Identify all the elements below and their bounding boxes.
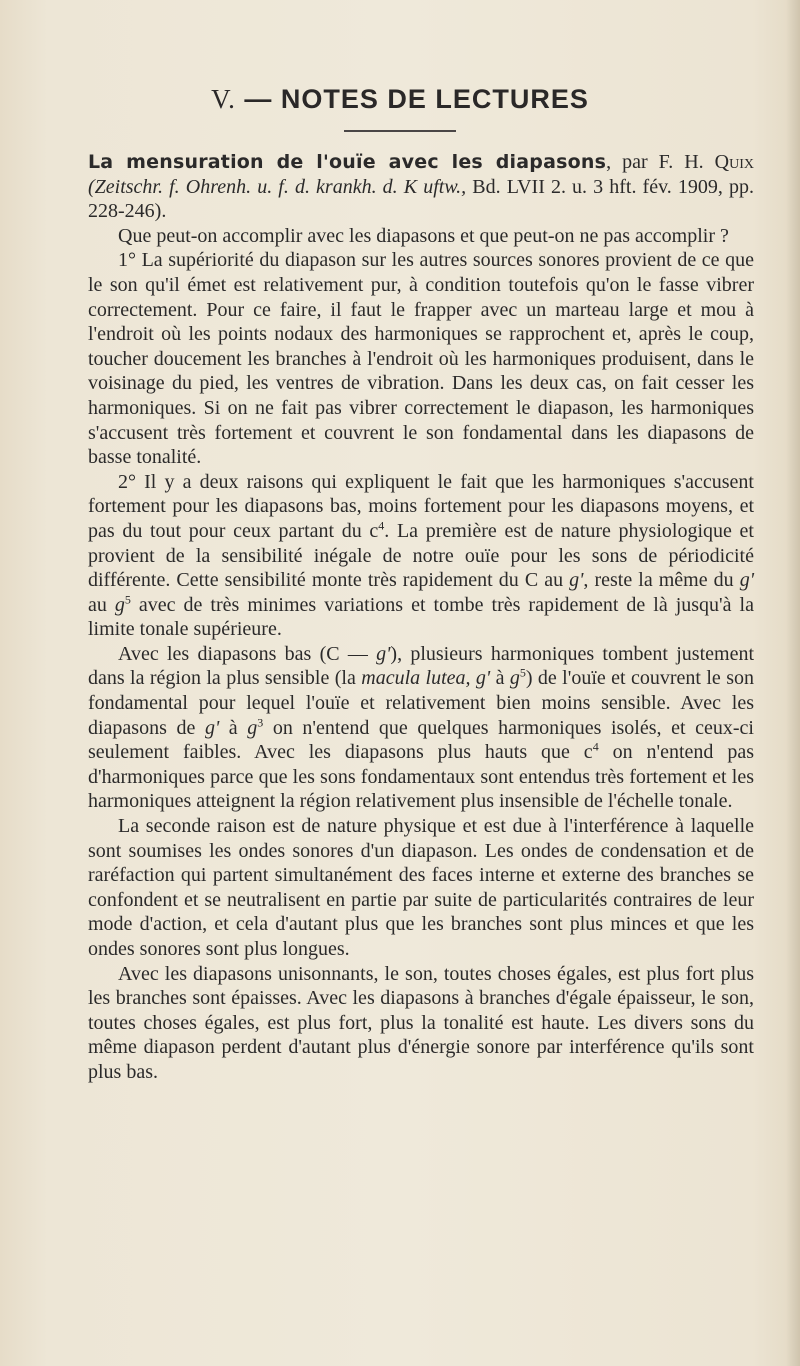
page-edge-shadow: [786, 0, 800, 1366]
paragraph-2: 1° La supériorité du diapason sur les autres sources sonores provient de ce que le son qu'il émet est relativement pur, à condition toutefois qu'on le fasse vibrer correctement. Pour ce faire, il faut le frapper avec un marteau large et mou à l'endroit où les points nodaux des harmoniques se rapprochent et, après le coup, toucher doucement les branches à l'endroit où les harmoniques produisent, dans le voisinage du pied, les ventres de vibration. Dans les deux cas, on fait cesser les harmoniques. Si on ne fait pas vibrer correctement le diapason, les harmoniques s'accusent très fortement et couvrent le son fondamental dans les diapasons de basse tonalité.: [88, 249, 754, 469]
p3-text-e: avec de très minimes variations et tombe très rapidement de là jusqu'à la limite tonale supérieure.: [88, 593, 754, 641]
p4-text-b: ), plusieurs harmoniques tombent justement dans la région la plus sensible (la: [88, 642, 755, 690]
p4-text-g: on n'entend pas d'harmoniques parce que les sons fondamentaux sont entendus très fortement et les harmoniques atteignent la région relativement plus insensible de l'échelle tonale.: [88, 741, 754, 813]
article-header: [88, 150, 754, 224]
p3-text-b: . La première est de nature physiologique et provient de la sensibilité inégale de notre ouïe pour les sons de périodicité différente. Cette sensibilité monte très rapidement du C au: [88, 519, 754, 592]
p4-note-d: g': [204, 716, 220, 739]
article-author: Quix: [714, 151, 754, 173]
section-heading: [0, 84, 800, 115]
p3-text-a: 2° Il y a deux raisons qui expliquent le fait que les harmoniques s'accusent fortement pour les diapasons bas, moins fortement pour les diapasons moyens, et pas du tout pour ceux partant du c: [88, 470, 754, 542]
paragraph-4: [88, 642, 754, 814]
paragraph-6: Avec les diapasons unisonnants, le son, toutes choses égales, est plus fort plus les branches sont épaisses. Avec les diapasons à branches d'égale épaisseur, le son, toutes choses égales, est plus fort, plus la tonalité est haute. Les divers sons du même diapason perdent d'autant plus d'énergie sonore par interférence qu'ils sont plus bas.: [88, 962, 754, 1083]
p4-text-e: à: [219, 716, 248, 739]
p3-text-c: , reste la même du: [583, 569, 740, 592]
section-title: — NOTES DE LECTURES: [244, 84, 589, 114]
p3-sup-d: 5: [124, 592, 131, 607]
p4-text-d: ) de l'ouïe et couvrent le son fondamental pour lequel l'ouïe et relativement bien moins sensible. Avec les diapasons de: [88, 667, 754, 739]
section-number: V.: [211, 84, 236, 114]
p4-sup-e: 3: [257, 715, 264, 729]
p4-text-a: Avec les diapasons bas (C —: [118, 642, 377, 665]
p4-italic-macula: macula lutea,: [361, 667, 471, 690]
article-citation: Bd. LVII 2. u. 3 hft. fév. 1909, pp. 228-246).: [88, 175, 754, 223]
p4-text-f: on n'entend que quelques harmoniques isolés, et ceux-ci seulement faibles. Avec les diapasons plus hauts que c: [88, 716, 754, 764]
p3-sup-a: 4: [378, 518, 385, 533]
article-byline: , par F. H.: [606, 151, 704, 173]
p3-text-d: au: [88, 593, 115, 616]
paragraph-3: [88, 470, 754, 642]
p4-sup-c: 5: [519, 665, 526, 680]
p4-note-a: g': [376, 642, 391, 665]
paragraph-5: La seconde raison est de nature physique et est due à l'interférence à laquelle sont soumises les ondes sonores d'un diapason. Les ondes de condensation et de raréfaction qui partent simultanément des faces interne et externe des branches se confondent et se neutralisent en partie par suite de particularités contraires de leur mode d'action, et cela d'autant plus que les branches sont plus minces et que les ondes sonores sont plus longues.: [88, 815, 754, 960]
heading-divider: [344, 130, 456, 132]
p3-note-b: g': [569, 569, 584, 592]
article-title: La mensuration de l'ouïe avec les diapasons: [88, 151, 607, 173]
p3-note-c: g': [739, 569, 754, 592]
p4-sup-f: 4: [592, 739, 599, 754]
p4-note-e: g: [247, 716, 258, 739]
paragraph-1: Que peut-on accomplir avec les diapasons et que peut-on ne pas accomplir ?: [118, 224, 729, 247]
article-journal: (Zeitschr. f. Ohrenh. u. f. d. krankh. d. K uftw.,: [88, 175, 467, 198]
p4-text-c: à: [490, 667, 510, 690]
p3-note-d: g: [114, 593, 125, 616]
p4-note-c: g': [470, 667, 491, 690]
p4-note-c2: g: [509, 667, 520, 690]
article-body: [88, 150, 754, 1085]
